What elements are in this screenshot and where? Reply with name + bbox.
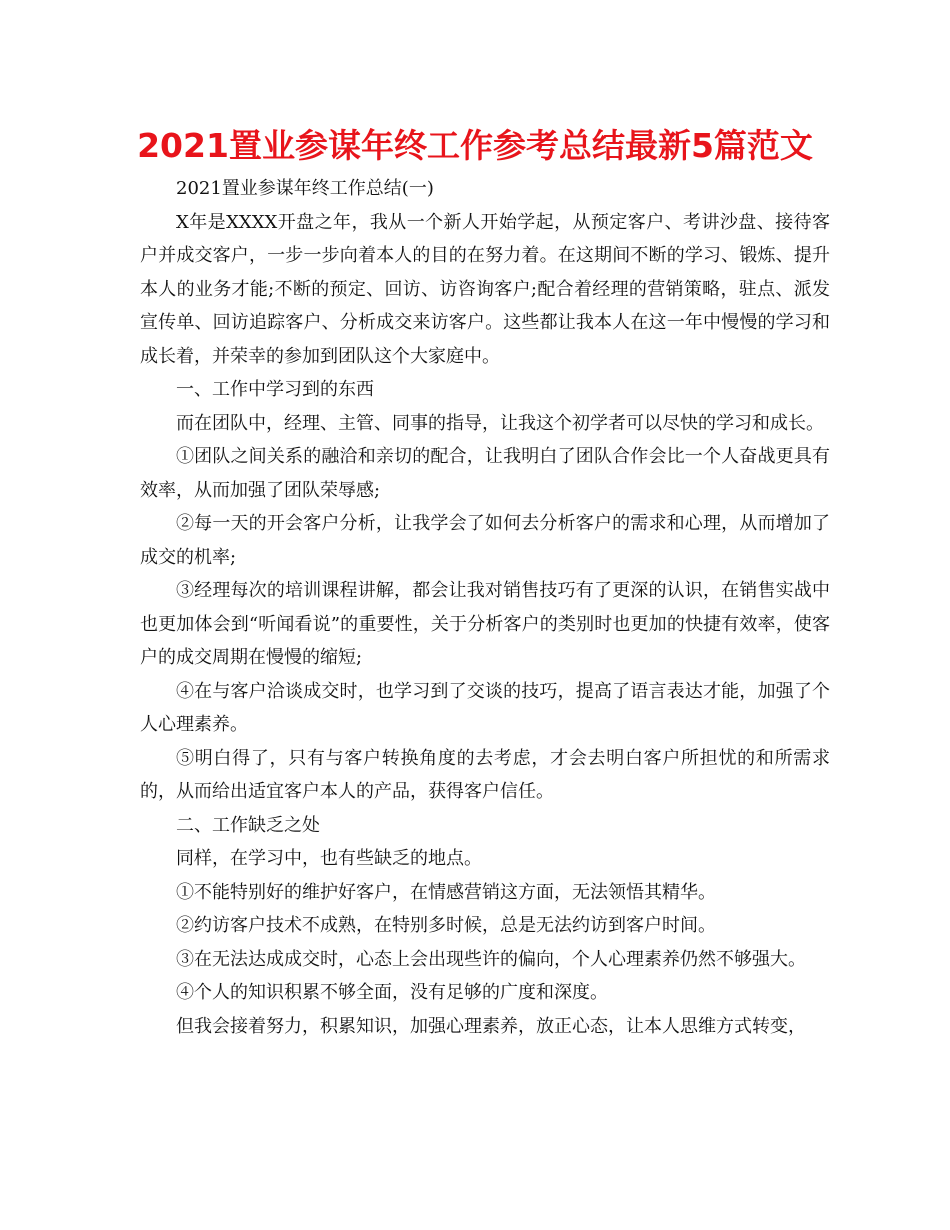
paragraph: 而在团队中，经理、主管、同事的指导，让我这个初学者可以尽快的学习和成长。 [176,412,824,434]
list-item: ②每一天的开会客户分析，让我学会了如何去分析客户的需求和心理，从而增加了成交的机率; [140,513,830,568]
paragraph: 同样，在学习中，也有些缺乏的地点。 [176,848,482,869]
list-item: ⑤明白得了，只有与客户转换角度的去考虑，才会去明白客户所担忧的和所需求的，从而给出适宜客户本人的产品，获得客户信任。 [140,747,830,802]
list-item: ④个人的知识积累不够全面，没有足够的广度和深度。 [176,982,608,1003]
section-heading: 2021置业参谋年终工作总结(一) [176,178,434,199]
paragraph: 但我会接着努力，积累知识，加强心理素养，放正心态，让本人思维方式转变， [176,1015,806,1037]
document-body [140,172,830,1043]
list-item: ①不能特别好的维护好客户，在情感营销这方面，无法领悟其精华。 [176,881,716,903]
paragraph: X年是XXXX开盘之年，我从一个新人开始学起，从预定客户、考讲沙盘、接待客户并成交客户，一步一步向着本人的目的在努力着。在这期间不断的学习、锻炼、提升本人的业务才能;不断的预定、回访、访咨询客户;配合着经理的营销策略，驻点、派发宣传单、回访追踪客户、分析成交来访客户。这些都让我本人在这一年中慢慢的学习和成长着，并荣幸的参加到团队这个大家庭中。 [140,211,830,367]
list-item: ②约访客户技术不成熟，在特别多时候，总是无法约访到客户时间。 [176,915,716,936]
list-item: ①团队之间关系的融洽和亲切的配合，让我明白了团队合作会比一个人奋战更具有效率，从而加强了团队荣辱感; [140,446,830,501]
section-heading: 二、工作缺乏之处 [176,814,320,836]
list-item: ③在无法达成成交时，心态上会出现些许的偏向，个人心理素养仍然不够强大。 [176,948,806,970]
list-item: ④在与客户洽谈成交时，也学习到了交谈的技巧，提高了语言表达才能，加强了个人心理素养。 [140,680,830,735]
document-title: 2021置业参谋年终工作参考总结最新5篇范文 [137,126,813,165]
section-heading: 一、工作中学习到的东西 [176,379,374,400]
list-item: ③经理每次的培训课程讲解，都会让我对销售技巧有了更深的认识，在销售实战中也更加体会到“听闻看说”的重要性，关于分析客户的类别时也更加的快捷有效率，使客户的成交周期在慢慢的缩短; [140,580,830,668]
